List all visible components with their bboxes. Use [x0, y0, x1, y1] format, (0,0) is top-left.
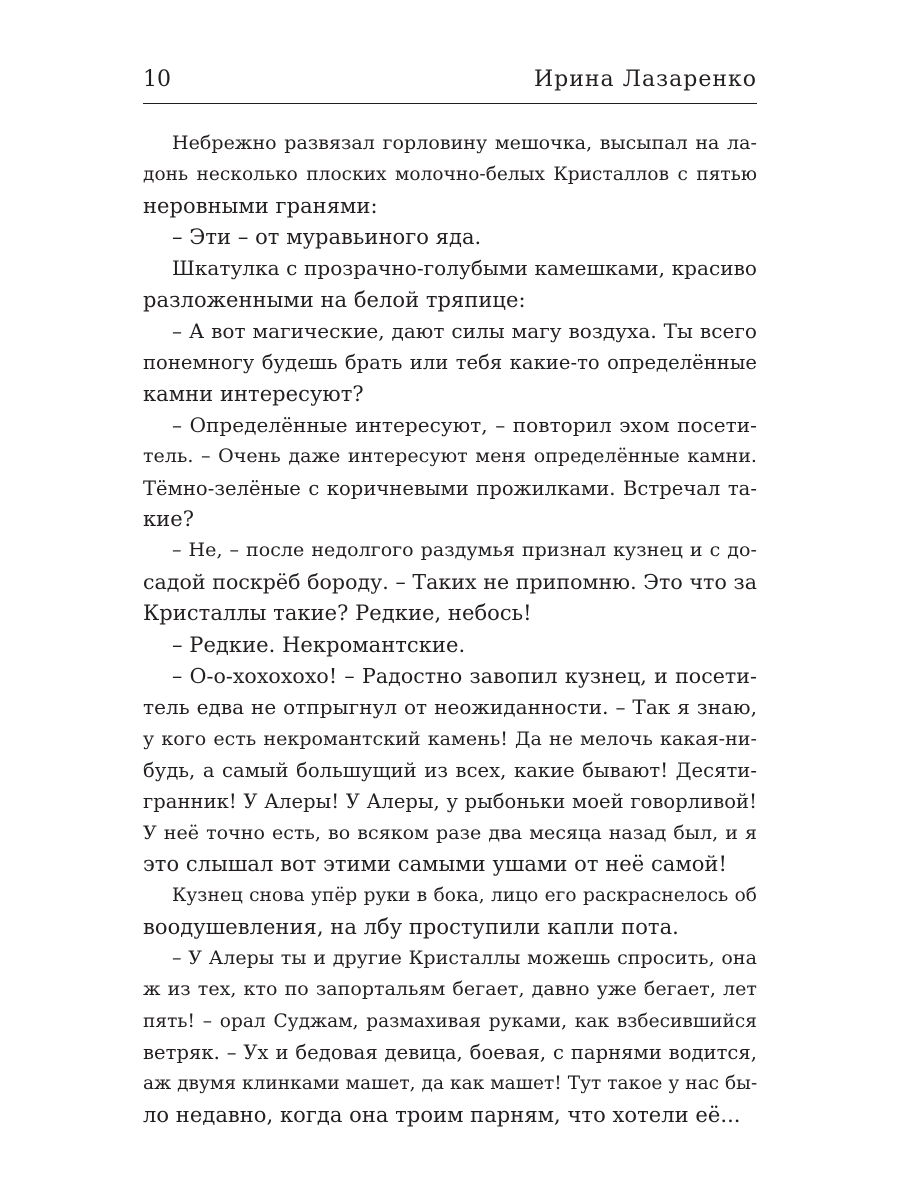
- text-line: садой поскрёб бороду. – Таких не припомню. Это что за: [143, 569, 757, 594]
- text-line: – Не, – после недолгого раздумья признал кузнец и с до-: [172, 539, 757, 562]
- text-line: будь, а самый большущий из всех, какие бывают! Десяти-: [143, 758, 757, 782]
- text-line: неровными гранями:: [143, 193, 378, 218]
- text-line: ж из тех, кто по запортальям бегает, давно уже бегает, лет: [143, 978, 757, 1001]
- text-line: это слышал вот этими самыми ушами от неё самой!: [143, 851, 727, 876]
- text-line: Небрежно развязал горловину мешочка, высыпал на ла-: [172, 132, 757, 154]
- text-line: – Эти – от муравьиного яда.: [172, 225, 482, 250]
- text-line: камни интересуют?: [143, 381, 364, 406]
- text-line: тель едва не отпрыгнул от неожиданности. – Так я знаю,: [143, 695, 757, 720]
- text-line: Кристаллы такие? Редкие, небось!: [143, 601, 532, 626]
- text-line: воодушевления, на лбу проступили капли пота.: [143, 914, 679, 939]
- text-line: Тёмно-зелёные с коричневыми прожилками. Встречал та-: [143, 476, 757, 500]
- page-number: 10: [143, 67, 171, 92]
- text-line: – У Алеры ты и другие Кристаллы можешь спросить, она: [172, 946, 757, 969]
- text-line: Кузнец снова упёр руки в бока, лицо его раскраснелось об: [172, 885, 757, 907]
- running-head-author: Ирина Лазаренко: [533, 67, 757, 92]
- text-line: тель. – Очень даже интересуют меня определённые камни.: [143, 445, 757, 468]
- text-line: – О-о-хохохохо! – Радостно завопил кузнец, и посети-: [172, 663, 757, 688]
- text-line: гранник! У Алеры! У Алеры, у рыбоньки моей говорливой!: [143, 790, 757, 814]
- text-line: понемногу будешь брать или тебя какие-то определённые: [143, 351, 757, 375]
- text-line: – А вот магические, дают силы магу воздуха. Ты всего: [172, 319, 757, 344]
- body-text: [143, 128, 757, 1131]
- header-rule: [143, 103, 757, 104]
- text-line: Шкатулка с прозрачно-голубыми камешками, красиво: [172, 256, 757, 281]
- text-line: – Редкие. Некромантские.: [172, 632, 466, 657]
- text-line: пять! – орал Суджам, размахивая руками, как взбесившийся: [143, 1010, 757, 1032]
- text-line: у кого есть некромантский камень! Да не мелочь какая-ни-: [143, 727, 757, 750]
- text-line: кие?: [143, 507, 195, 532]
- text-line: донь несколько плоских молочно-белых Кристаллов с пятью: [143, 164, 757, 186]
- text-line: аж двумя клинками машет, да как машет! Тут такое у нас бы-: [143, 1073, 757, 1095]
- text-line: У неё точно есть, во всяком разе два месяца назад был, и я: [143, 821, 757, 844]
- text-line: ло недавно, когда она троим парням, что хотели её...: [143, 1102, 741, 1127]
- text-line: ветряк. – Ух и бедовая девица, боевая, с парнями водится,: [143, 1040, 757, 1064]
- text-line: разложенными на белой тряпице:: [143, 287, 526, 312]
- text-line: – Определённые интересуют, – повторил эхом посети-: [172, 413, 757, 438]
- page-header: [143, 66, 757, 102]
